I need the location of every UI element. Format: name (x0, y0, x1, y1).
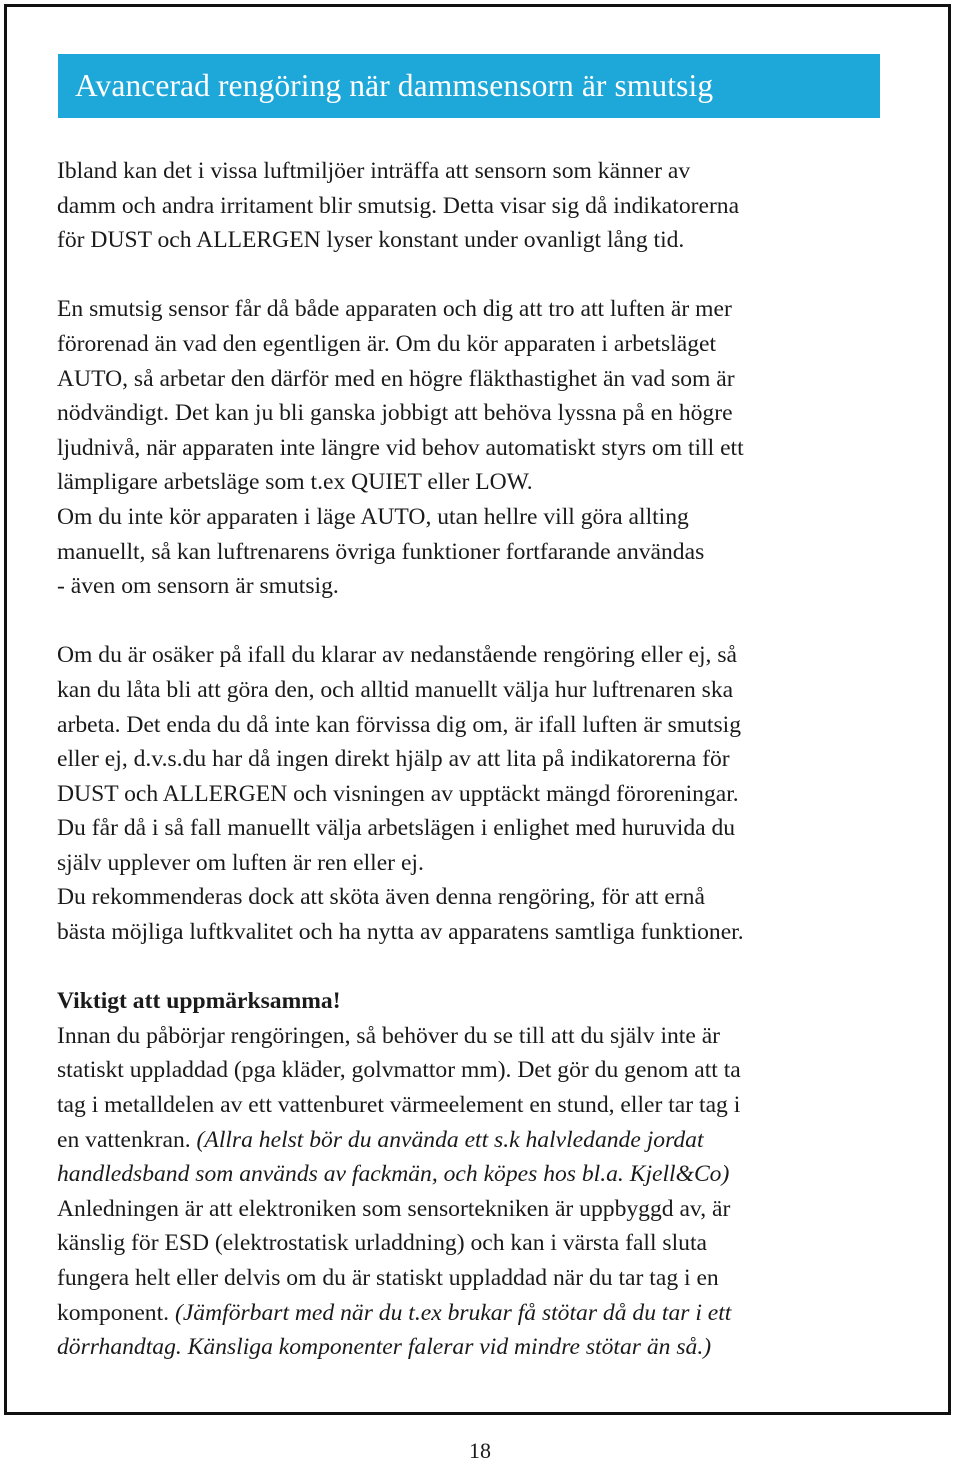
text-line: förorenad än vad den egentligen är. Om du kör apparaten i arbetsläget (57, 330, 717, 357)
page-number: 18 (469, 1438, 491, 1463)
text-line-italic: dörrhandtag. Känsliga komponenter falerar vid mindre stötar än så.) (57, 1334, 712, 1361)
text-line (57, 1123, 917, 1158)
paragraph-dirty-sensor (57, 292, 917, 603)
text-italic: (Allra helst bör du använda ett s.k halvledande jordat (196, 1126, 704, 1153)
text-line-italic: handledsband som används av fackmän, och köpes hos bl.a. Kjell&Co) (57, 1161, 730, 1188)
text-line: Du rekommenderas dock att sköta även denna rengöring, för att ernå (57, 884, 705, 911)
body-text (57, 154, 917, 1365)
text-line: lämpligare arbetsläge som t.ex QUIET eller LOW. (57, 469, 533, 496)
text-line: kan du låta bli att göra den, och alltid manuellt välja hur luftrenaren ska (57, 676, 734, 703)
text-plain: en vattenkran. (57, 1126, 197, 1153)
text-line: statiskt uppladdad (pga kläder, golvmattor mm). Det gör du genom att ta (57, 1057, 741, 1084)
text-line: Anledningen är att elektroniken som sensortekniken är uppbyggd av, är (57, 1195, 731, 1222)
text-line: ljudnivå, när apparaten inte längre vid behov automatiskt styrs om till ett (57, 434, 744, 461)
paragraph-important (57, 984, 917, 1365)
text-line: damm och andra irritament blir smutsig. Detta visar sig då indikatorerna (57, 192, 740, 219)
text-line: eller ej, d.v.s.du har då ingen direkt hjälp av att lita på indikatorerna för (57, 746, 730, 773)
text-line: bästa möjliga luftkvalitet och ha nytta av apparatens samtliga funktioner. (57, 919, 744, 946)
text-line: nödvändigt. Det kan ju bli ganska jobbigt att behöva lyssna på en högre (57, 400, 733, 427)
text-line: - även om sensorn är smutsig. (57, 573, 339, 600)
text-line: för DUST och ALLERGEN lyser konstant under ovanligt lång tid. (57, 227, 685, 254)
section-title-bar (58, 54, 880, 118)
text-line: själv upplever om luften är ren eller ej. (57, 849, 424, 876)
text-line: En smutsig sensor får då både apparaten och dig att tro att luften är mer (57, 296, 732, 323)
text-line: AUTO, så arbetar den därför med en högre fläkthastighet än vad som är (57, 365, 735, 392)
text-line: tag i metalldelen av ett vattenburet värmeelement en stund, eller tar tag i (57, 1092, 741, 1119)
text-line: Ibland kan det i vissa luftmiljöer inträffa att sensorn som känner av (57, 158, 691, 184)
important-heading: Viktigt att uppmärksamma! (57, 988, 341, 1015)
text-line: fungera helt eller delvis om du är statiskt uppladdad när du tar tag i en (57, 1265, 719, 1291)
paragraph-unsure (57, 638, 917, 949)
text-line: DUST och ALLERGEN och visningen av upptäckt mängd föroreningar. (57, 780, 739, 807)
text-line: Innan du påbörjar rengöringen, så behöver du se till att du själv inte är (57, 1022, 721, 1049)
text-line: känslig för ESD (elektrostatisk urladdning) och kan i värsta fall sluta (57, 1230, 707, 1257)
text-line: manuellt, så kan luftrenarens övriga funktioner fortfarande användas (57, 538, 705, 565)
paragraph-intro (57, 154, 917, 258)
text-line: Om du är osäker på ifall du klarar av nedanstående rengöring eller ej, så (57, 642, 738, 669)
text-italic: (Jämförbart med när du t.ex brukar få stötar då du tar i ett (174, 1299, 732, 1326)
text-line: Du får då i så fall manuellt välja arbetslägen i enlighet med huruvida du (57, 815, 736, 842)
section-title: Avancerad rengöring när dammsensorn är smutsig (75, 68, 714, 103)
text-line (57, 1296, 917, 1331)
text-plain: komponent. (57, 1299, 175, 1326)
text-line: Om du inte kör apparaten i läge AUTO, utan hellre vill göra allting (57, 503, 689, 530)
text-line: arbeta. Det enda du då inte kan förvissa dig om, är ifall luften är smutsig (57, 711, 742, 738)
